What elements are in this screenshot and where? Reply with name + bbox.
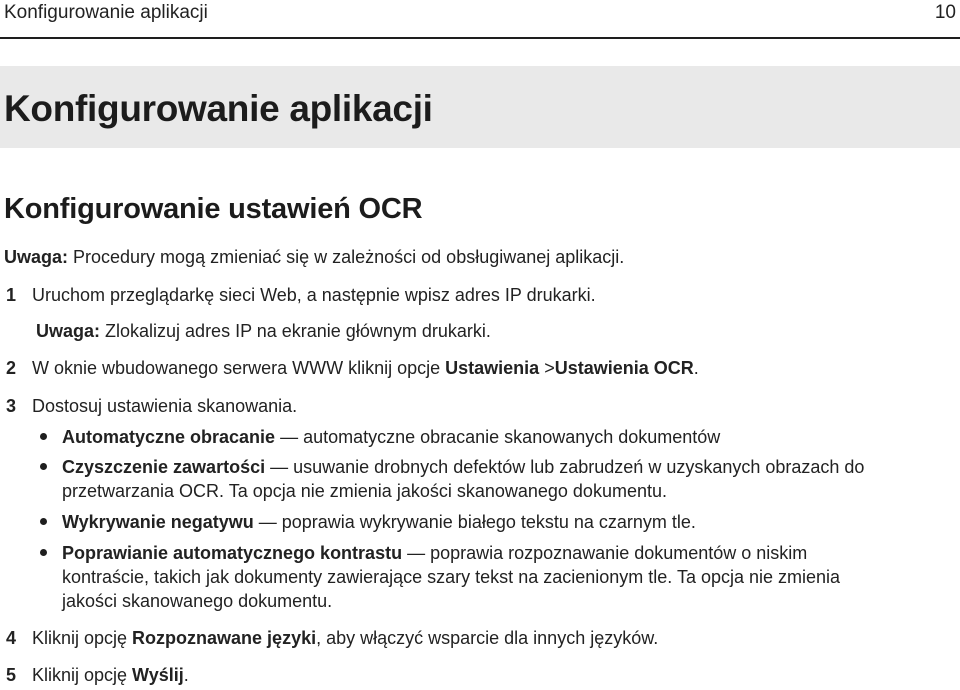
- step-number: 5: [6, 665, 17, 685]
- option-continuation: jakości skanowanego dokumentu.: [62, 591, 333, 611]
- bullet-icon: [40, 433, 47, 440]
- option-description: — usuwanie drobnych defektów lub zabrudzeń w uzyskanych obrazach do: [265, 457, 865, 477]
- menu-separator: >: [539, 358, 555, 378]
- step-text: Uruchom przeglądarkę sieci Web, a następnie wpisz adres IP drukarki.: [32, 285, 596, 305]
- step-text: [32, 664, 189, 686]
- step-text: [32, 357, 699, 379]
- step-text-part: .: [183, 665, 189, 685]
- header-section-title: Konfigurowanie aplikacji: [4, 2, 208, 23]
- section-title: Konfigurowanie ustawień OCR: [4, 193, 423, 225]
- option-term: Czyszczenie zawartości: [62, 457, 266, 477]
- option-description: — poprawia wykrywanie białego tekstu na czarnym tle.: [253, 512, 696, 532]
- option-term: Wykrywanie negatywu: [62, 512, 254, 532]
- note-label: Uwaga:: [36, 321, 101, 341]
- page-number: 10: [934, 2, 956, 23]
- bullet-icon: [40, 463, 47, 470]
- step-text-part: Kliknij opcję: [32, 665, 133, 685]
- step-text-part: , aby włączyć wsparcie dla innych języków.: [316, 628, 659, 648]
- note-label: Uwaga:: [4, 247, 69, 267]
- step-note: [36, 320, 491, 342]
- option-description: — automatyczne obracanie skanowanych dokumentów: [275, 427, 721, 447]
- note-text: Procedury mogą zmieniać się w zależności od obsługiwanej aplikacji.: [68, 247, 625, 267]
- step-number: 2: [6, 358, 17, 378]
- bullet-icon: [40, 518, 47, 525]
- step-text-part: W oknie wbudowanego serwera WWW kliknij opcje: [32, 358, 446, 378]
- step-number: 1: [6, 285, 17, 305]
- option-rozpoznawane-jezyki: Rozpoznawane języki: [132, 628, 317, 648]
- option-item: [62, 542, 807, 564]
- option-item: [62, 426, 720, 448]
- bullet-icon: [40, 549, 47, 556]
- note-text: Zlokalizuj adres IP na ekranie głównym drukarki.: [100, 321, 491, 341]
- step-number: 4: [6, 628, 17, 648]
- step-text: [32, 627, 658, 649]
- step-number: 3: [6, 396, 17, 416]
- step-text-end: .: [693, 358, 699, 378]
- step-text: Dostosuj ustawienia skanowania.: [32, 396, 298, 416]
- option-wyslij: Wyślij: [132, 665, 184, 685]
- note-paragraph: [4, 246, 624, 268]
- option-item: [62, 511, 696, 533]
- option-description: — poprawia rozpoznawanie dokumentów o niskim: [402, 543, 808, 563]
- option-term: Automatyczne obracanie: [62, 427, 276, 447]
- option-term: Poprawianie automatycznego kontrastu: [62, 543, 403, 563]
- option-continuation: kontraście, takich jak dokumenty zawierające szary tekst na zacienionym tle. Ta opcja nie zmienia: [62, 567, 841, 587]
- option-item: [62, 456, 864, 478]
- header-divider: [0, 37, 960, 39]
- option-continuation: przetwarzania OCR. Ta opcja nie zmienia jakości skanowanego dokumentu.: [62, 481, 667, 501]
- step-text-part: Kliknij opcję: [32, 628, 133, 648]
- menu-ustawienia: Ustawienia: [445, 358, 540, 378]
- menu-ustawienia-ocr: Ustawienia OCR: [554, 358, 694, 378]
- page-title: Konfigurowanie aplikacji: [4, 88, 433, 129]
